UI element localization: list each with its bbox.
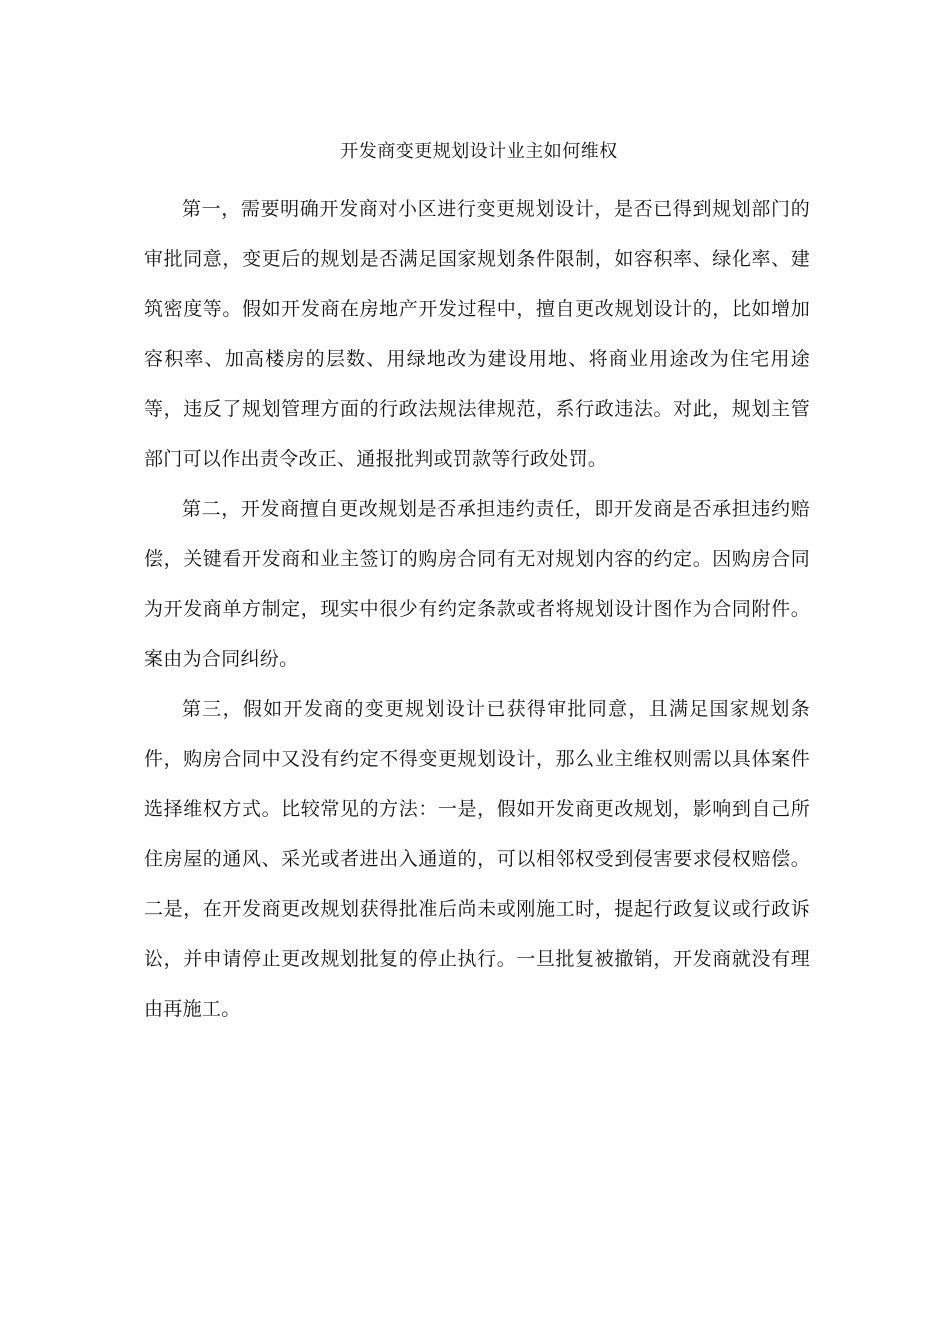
paragraph-1: 第一，需要明确开发商对小区进行变更规划设计，是否已得到规划部门的审批同意，变更后的规划是否满足国家规划条件限制，如容积率、绿化率、建筑密度等。假如开发商在房地产开发过程中，擅自更改规划设计的，比如增加容积率、加高楼房的层数、用绿地改为建设用地、将商业用途改为住宅用途等，违反了规划管理方面的行政法规法律规范，系行政违法。对此，规划主管部门可以作出责令改正、通报批判或罚款等行政处罚。 [144,198,810,470]
document-title: 开发商变更规划设计业主如何维权 [340,141,618,162]
paragraph-3: 第三，假如开发商的变更规划设计已获得审批同意，且满足国家规划条件，购房合同中又没有约定不得变更规划设计，那么业主维权则需以具体案件选择维权方式。比较常见的方法：一是，假如开发商更改规划，影响到自己所住房屋的通风、采光或者进出入通道的，可以相邻权受到侵害要求侵权赔偿。二是，在开发商更改规划获得批准后尚未或刚施工时，提起行政复议或行政诉讼，并申请停止更改规划批复的停止执行。一旦批复被撤销，开发商就没有理由再施工。 [144,698,810,1020]
paragraph-2: 第二，开发商擅自更改规划是否承担违约责任，即开发商是否承担违约赔偿，关键看开发商和业主签订的购房合同有无对规划内容的约定。因购房合同为开发商单方制定，现实中很少有约定条款或者将规划设计图作为合同附件。案由为合同纠纷。 [144,498,810,670]
document-body [144,184,810,1034]
